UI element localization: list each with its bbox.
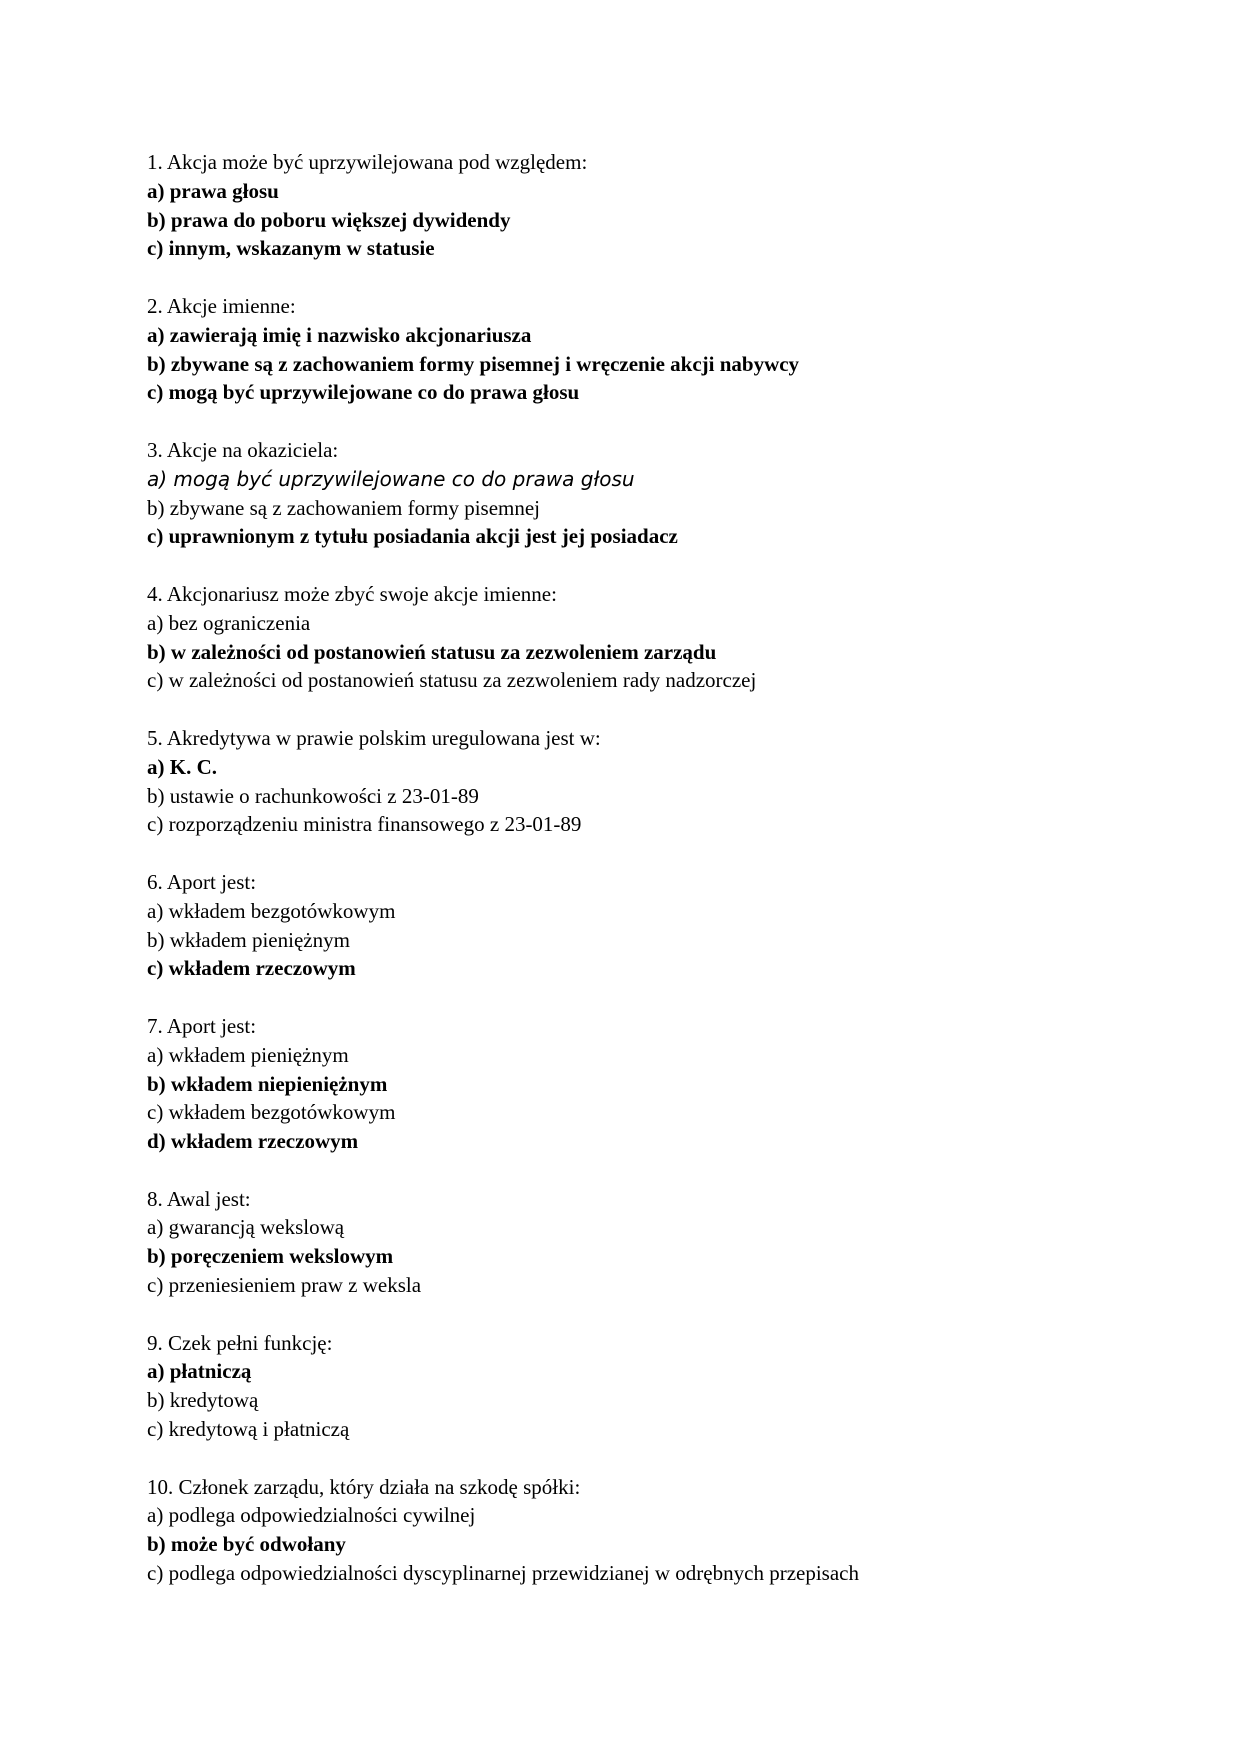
- answer-option: b) poręczeniem wekslowym: [147, 1244, 394, 1269]
- question-text: 10. Członek zarządu, który działa na szkodę spółki:: [147, 1474, 581, 1499]
- question-block: [147, 580, 1187, 695]
- answer-option: a) mogą być uprzywilejowane co do prawa głosu: [147, 466, 635, 491]
- answer-option: a) bez ograniczenia: [147, 610, 311, 635]
- question-block: [147, 1473, 1187, 1588]
- question-text: 1. Akcja może być uprzywilejowana pod względem:: [147, 150, 588, 174]
- question-text: 8. Awal jest:: [147, 1186, 251, 1211]
- answer-option: a) wkładem bezgotówkowym: [147, 898, 396, 923]
- answer-option: b) w zależności od postanowień statusu za zezwoleniem zarządu: [147, 639, 717, 664]
- question-text: 2. Akcje imienne:: [147, 293, 296, 318]
- question-text: 9. Czek pełni funkcję:: [147, 1330, 333, 1355]
- question-block: [147, 1185, 1187, 1300]
- answer-option: c) innym, wskazanym w statusie: [147, 236, 435, 261]
- question-block: [147, 148, 1187, 263]
- answer-option: a) gwarancją wekslową: [147, 1215, 345, 1240]
- question-text: 3. Akcje na okaziciela:: [147, 437, 339, 462]
- answer-option: a) podlega odpowiedzialności cywilnej: [147, 1503, 476, 1528]
- answer-option: d) wkładem rzeczowym: [147, 1129, 359, 1154]
- question-block: [147, 292, 1187, 407]
- question-text: 7. Aport jest:: [147, 1013, 257, 1038]
- answer-option: b) ustawie o rachunkowości z 23-01-89: [147, 783, 479, 808]
- answer-option: c) mogą być uprzywilejowane co do prawa głosu: [147, 380, 580, 405]
- answer-option: b) zbywane są z zachowaniem formy pisemnej: [147, 495, 541, 520]
- answer-option: b) zbywane są z zachowaniem formy pisemnej i wręczenie akcji nabywcy: [147, 351, 800, 376]
- question-block: [147, 1329, 1187, 1444]
- answer-option: b) kredytową: [147, 1388, 259, 1413]
- question-block: [147, 724, 1187, 839]
- answer-option: c) kredytową i płatniczą: [147, 1417, 350, 1442]
- question-text: 4. Akcjonariusz może zbyć swoje akcje imienne:: [147, 581, 557, 606]
- answer-option: b) wkładem niepieniężnym: [147, 1071, 388, 1096]
- question-block: [147, 868, 1187, 983]
- answer-option: a) K. C.: [147, 754, 217, 779]
- question-text: 6. Aport jest:: [147, 869, 257, 894]
- answer-option: c) podlega odpowiedzialności dyscyplinarnej przewidzianej w odrębnych przepisach: [147, 1561, 859, 1586]
- answer-option: a) wkładem pieniężnym: [147, 1042, 349, 1067]
- question-block: [147, 436, 1187, 551]
- question-block: [147, 1012, 1187, 1156]
- answer-option: c) uprawnionym z tytułu posiadania akcji jest jej posiadacz: [147, 524, 678, 549]
- answer-option: c) rozporządzeniu ministra finansowego z 23-01-89: [147, 812, 582, 837]
- answer-option: c) w zależności od postanowień statusu za zezwoleniem rady nadzorczej: [147, 668, 757, 693]
- answer-option: b) może być odwołany: [147, 1532, 346, 1557]
- answer-option: c) wkładem bezgotówkowym: [147, 1100, 396, 1125]
- answer-option: c) przeniesieniem praw z weksla: [147, 1273, 422, 1298]
- answer-option: b) prawa do poboru większej dywidendy: [147, 207, 511, 232]
- answer-option: b) wkładem pieniężnym: [147, 927, 350, 952]
- answer-option: a) zawierają imię i nazwisko akcjonariusza: [147, 322, 532, 347]
- question-list: [147, 148, 1187, 1617]
- answer-option: a) prawa głosu: [147, 178, 279, 203]
- answer-option: a) płatniczą: [147, 1359, 252, 1384]
- question-text: 5. Akredytywa w prawie polskim uregulowana jest w:: [147, 725, 601, 750]
- answer-option: c) wkładem rzeczowym: [147, 956, 356, 981]
